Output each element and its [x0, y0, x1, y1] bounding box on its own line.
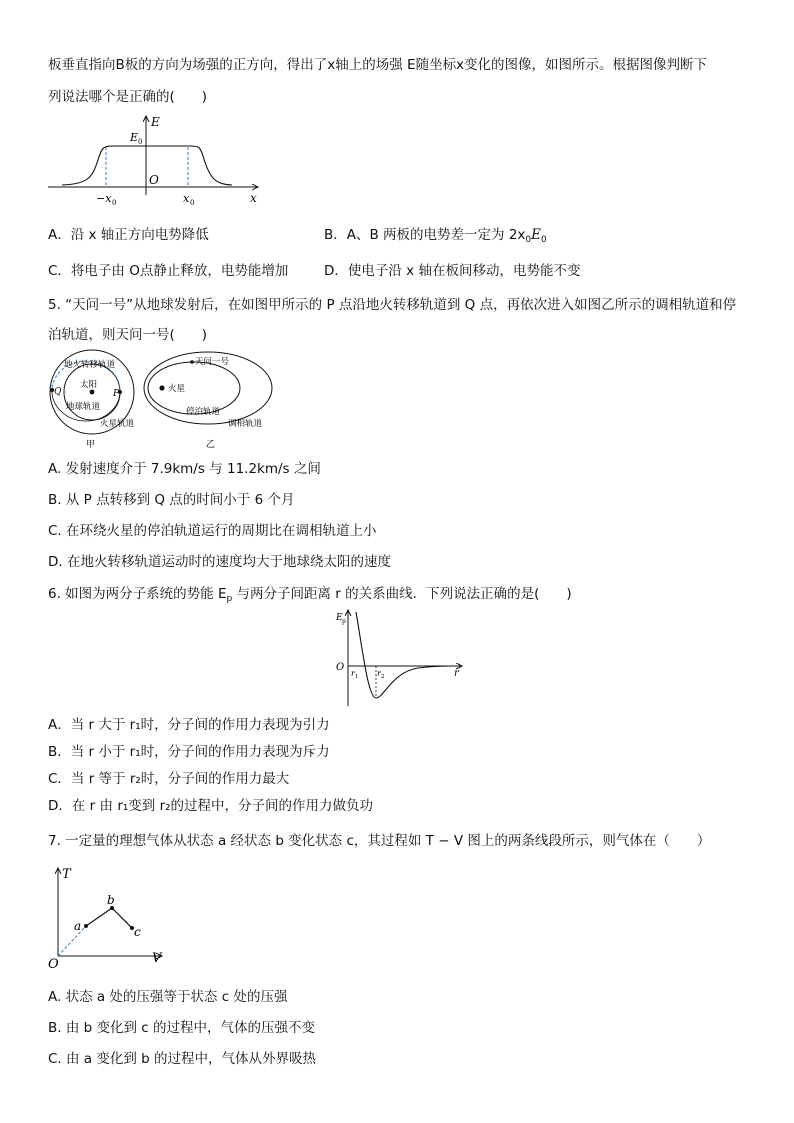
q6-stem: 6. 如图为两分子系统的势能 $E_p$ 与两分子间距离 r 的关系曲线．下列说法正确的是( ): [48, 586, 572, 604]
q6-ep-graph: [330, 606, 470, 710]
q7-point-a: [84, 924, 88, 928]
q5-transfer-label: 地火转移轨道: [64, 360, 116, 370]
q5-caption-jia: 甲: [86, 440, 96, 450]
q7-option-a: A. 状态 a 处的压强等于状态 c 处的压强: [48, 989, 288, 1005]
q4-neg-tick: −x: [96, 192, 112, 205]
q5-q-label: Q: [54, 387, 62, 397]
q6-r2-sub: 2: [381, 674, 385, 680]
q5-probe-label: 天问一号: [195, 357, 230, 367]
q6-y-sub: p: [342, 618, 346, 625]
q7-option-c: C. 由 a 变化到 b 的过程中，气体从外界吸热: [48, 1051, 317, 1067]
q7-x-label: V: [152, 951, 162, 966]
q5-figure-jia: [44, 350, 144, 450]
q5-stem-line2: 泊轨道，则天问一号( ): [48, 327, 208, 343]
q7-b-label: b: [107, 893, 115, 907]
q7-origin: O: [48, 957, 59, 972]
q6-origin: O: [336, 662, 345, 673]
q5-sun: [90, 390, 95, 395]
q7-y-label: T: [62, 867, 71, 882]
q5-option-a: A. 发射速度介于 7.9km/s 与 11.2km/s 之间: [48, 461, 321, 477]
q7-option-b: B. 由 b 变化到 c 的过程中，气体的压强不变: [48, 1020, 316, 1036]
q5-stem-line1: 5. “天问一号”从地球发射后，在如图甲所示的 P 点沿地火转移轨道到 Q 点，再依次进入如图乙所示的调相轨道和停: [48, 297, 737, 313]
q4-e-field-graph: [40, 110, 270, 210]
q4-y-label: E: [151, 115, 160, 129]
q5-option-d: D. 在地火转移轨道运动时的速度均大于地球绕太阳的速度: [48, 554, 391, 570]
q4-stem-line1: 板垂直指向B板的方向为场强的正方向，得出了x轴上的场强 E随坐标x变化的图像，如图所示。根据图像判断下: [48, 57, 708, 73]
q7-segment-ab: [86, 908, 112, 926]
q4-neg-tick-sub: 0: [112, 199, 117, 207]
q5-mars-label: 火星: [168, 384, 186, 394]
q6-option-b: B．当 r 小于 r₁时，分子间的作用力表现为斥力: [48, 744, 330, 760]
q4-stem-line2: 列说法哪个是正确的( ): [48, 89, 208, 105]
q6-y-label: E: [336, 613, 343, 623]
q5-figure-yi: [142, 350, 282, 450]
q5-probe: [190, 360, 194, 364]
q4-option-a: A．沿 x 轴正方向电势降低: [48, 227, 209, 243]
q7-c-label: c: [134, 925, 141, 939]
q6-r2-label: r: [377, 669, 381, 678]
q7-a-label: a: [74, 919, 82, 933]
q6-x-label: r: [454, 668, 459, 679]
q4-e-curve: [62, 146, 232, 185]
q6-ep-curve: [356, 612, 454, 698]
q4-peak-sub: 0: [138, 138, 143, 146]
q5-option-b: B. 从 P 点转移到 Q 点的时间小于 6 个月: [48, 492, 295, 508]
q5-mars-orbit-label: 火星轨道: [100, 419, 135, 429]
q4-x-label: x: [250, 191, 257, 205]
q7-tv-graph: [44, 864, 174, 972]
q6-r1-sub: 1: [355, 674, 359, 680]
q4-peak-label: E: [130, 131, 139, 144]
q5-phasing-label: 调相轨道: [228, 419, 263, 429]
q5-p-label: P: [113, 389, 120, 399]
q6-option-c: C．当 r 等于 r₂时，分子间的作用力最大: [48, 771, 290, 787]
q7-stem: 7. 一定量的理想气体从状态 a 经状态 b 变化状态 c，其过程如 T − V 图上的两条线段所示，则气体在（ ）: [48, 833, 711, 849]
q5-parking-label: 停泊轨道: [186, 407, 221, 417]
q5-caption-yi: 乙: [206, 440, 216, 450]
q4-option-d: D．使电子沿 x 轴在板间移动，电势能不变: [324, 263, 581, 279]
q5-sun-label: 太阳: [80, 380, 98, 390]
q5-mars: [159, 385, 164, 390]
q7-segment-bc: [112, 908, 132, 928]
q5-earth-orbit-label: 地球轨道: [66, 402, 101, 412]
q4-option-c: C．将电子由 O点静止释放，电势能增加: [48, 263, 289, 279]
q5-option-c: C. 在环绕火星的停泊轨道运行的周期比在调相轨道上小: [48, 523, 377, 539]
q6-option-a: A．当 r 大于 r₁时，分子间的作用力表现为引力: [48, 717, 330, 733]
q6-option-d: D．在 r 由 r₁变到 r₂的过程中，分子间的作用力做负功: [48, 798, 374, 814]
q6-r1-label: r: [351, 669, 355, 678]
q4-origin: O: [149, 173, 159, 187]
q4-pos-tick-sub: 0: [190, 199, 195, 207]
q7-origin-dash: [58, 926, 86, 956]
q4-option-b: B．A、B 两板的电势差一定为 $2x_0E_0$: [324, 227, 547, 245]
q4-pos-tick: x: [183, 192, 190, 205]
